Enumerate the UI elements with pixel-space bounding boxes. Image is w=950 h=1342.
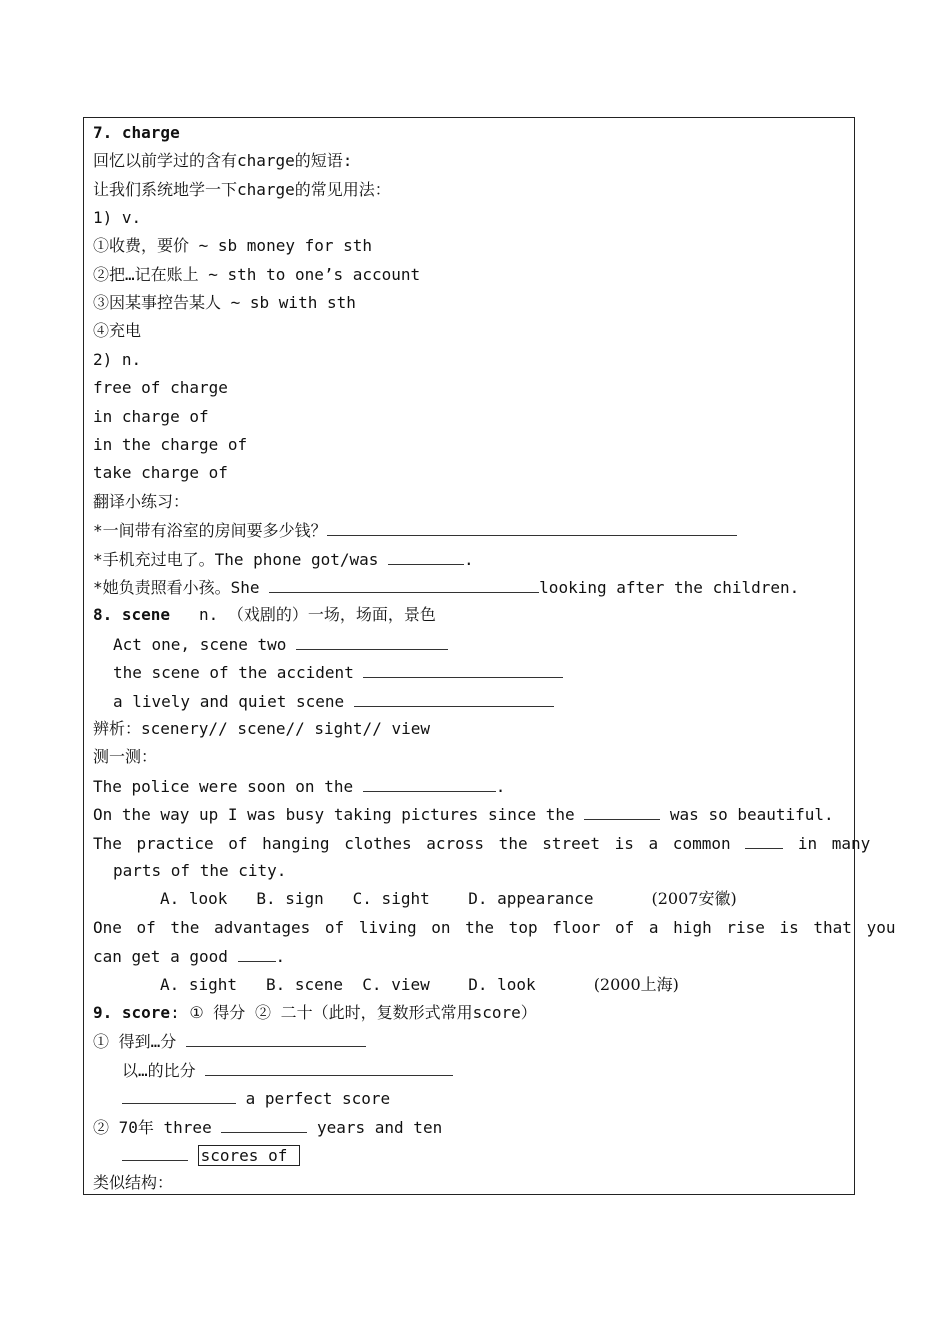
source-label: (2007安徽) [651,889,737,908]
question-3-end: in many [783,834,871,853]
score-usage-1-text: ① 得到…分 [93,1032,186,1051]
translation-2-end: . [464,550,474,569]
recall-line: 回忆以前学过的含有charge的短语: [93,151,353,170]
source-label: (2000上海) [593,975,679,994]
score-usage-2-text: 以…的比分 [122,1061,206,1080]
answer-blank[interactable] [363,776,496,792]
question-1-text: The police were soon on the [93,777,363,796]
scene-phrase-2 [113,662,563,683]
answer-blank[interactable] [354,691,554,707]
similar-structure-label: 类似结构： [93,1173,174,1192]
question-3-continued: parts of the city. [113,861,287,880]
translation-1-text: *一间带有浴室的房间要多少钱？ [93,521,327,540]
score-usage-5 [122,1145,300,1166]
answer-blank[interactable] [584,804,660,820]
question-4: One of the advantages of living on the top floor of a high rise is that you [93,918,896,937]
verb-heading: 1) v. [93,208,142,227]
noun-phrase-3: in the charge of [93,435,248,454]
answer-blank[interactable] [745,833,783,849]
section-9-definition: : ① 得分 ② 二十（此时，复数形式常用score） [170,1003,537,1022]
boxed-phrase: scores of [198,1145,300,1166]
score-usage-4-end: years and ten [307,1118,443,1137]
compare-line: 辨析：scenery// scene// sight// view [93,719,430,738]
verb-usage-2: ②把…记在账上 ~ sth to one’s account [93,265,421,284]
options-text: A. sight B. scene C. view D. look [160,975,536,994]
answer-blank[interactable] [122,1088,236,1104]
answer-blank[interactable] [296,634,448,650]
translation-2-text: *手机充过电了。The phone got/was [93,550,389,569]
section-9-word: 9. score [93,1003,171,1022]
scene-phrase-1 [113,634,448,655]
question-4-end: . [275,947,286,966]
answer-blank[interactable] [221,1117,307,1133]
answer-blank[interactable] [122,1145,188,1161]
scene-phrase-1-text: Act one, scene two [113,635,297,654]
answer-blank[interactable] [186,1031,366,1047]
answer-blank[interactable] [269,577,539,593]
section-9-heading [93,1003,537,1023]
scene-phrase-3-text: a lively and quiet scene [113,692,354,711]
answer-blank[interactable] [205,1060,453,1076]
score-usage-3-text: a perfect score [236,1089,391,1108]
question-1 [93,776,505,797]
score-usage-3 [122,1088,390,1109]
question-2-text: On the way up I was busy taking pictures since the [93,805,585,824]
intro-line: 让我们系统地学一下charge的常见用法： [93,180,391,199]
question-2-end: was so beautiful. [660,805,834,824]
translation-3 [93,577,799,598]
verb-usage-4: ④充电 [93,321,142,340]
verb-usage-3: ③因某事控告某人 ~ sb with sth [93,293,356,312]
translation-1 [93,520,737,541]
question-3 [93,833,870,854]
answer-blank[interactable] [363,662,563,678]
test-title: 测一测： [93,747,158,766]
answer-blank[interactable] [388,549,464,565]
question-2 [93,804,834,825]
scene-phrase-2-text: the scene of the accident [113,663,364,682]
answer-blank[interactable] [327,520,737,536]
noun-heading: 2) n. [93,350,142,369]
question-3-options [160,889,737,909]
score-usage-4 [93,1117,442,1138]
question-4-continued [93,946,285,967]
noun-phrase-4: take charge of [93,463,228,482]
translation-3-text: *她负责照看小孩。She [93,578,270,597]
score-usage-1 [93,1031,366,1052]
section-7-heading: 7. charge [93,123,180,142]
section-8-word: 8. scene [93,605,171,624]
verb-usage-1: ①收费，要价 ~ sb money for sth [93,236,373,255]
answer-blank[interactable] [238,946,276,962]
translation-3-end: looking after the children. [539,578,800,597]
question-4-options [160,975,679,995]
noun-phrase-2: in charge of [93,407,209,426]
question-4-text: can get a good [93,947,238,966]
question-3-text: The practice of hanging clothes across the street is a common [93,834,746,853]
translation-2 [93,549,474,570]
section-8-definition: n. （戏剧的）一场，场面，景色 [170,605,436,624]
section-8-heading [93,605,436,625]
score-usage-2 [122,1060,453,1081]
scene-phrase-3 [113,691,554,712]
score-usage-4-text: ② 70年 three [93,1118,222,1137]
noun-phrase-1: free of charge [93,378,228,397]
practice-title: 翻译小练习： [93,492,190,511]
options-text: A. look B. sign C. sight D. appearance [160,889,594,908]
question-1-end: . [495,777,506,796]
